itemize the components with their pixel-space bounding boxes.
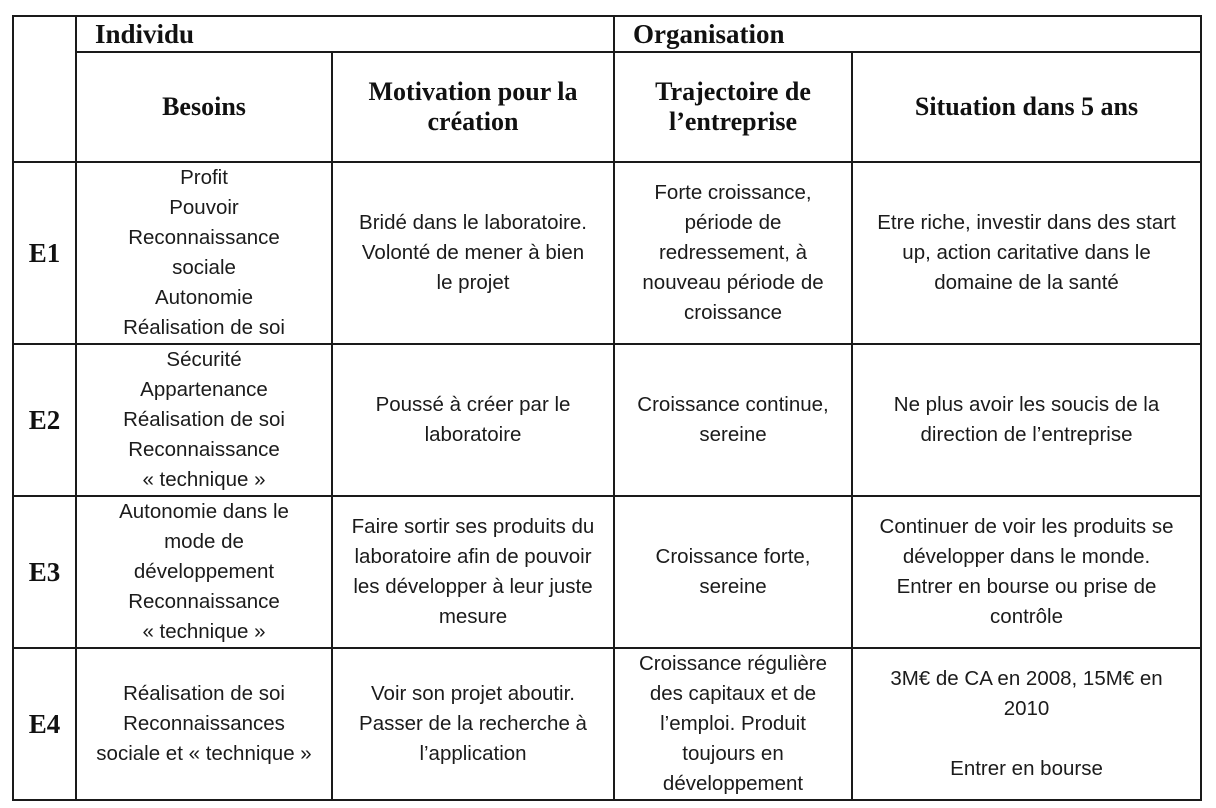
header-besoins: Besoins [76,52,332,162]
table-row-e1 [13,162,1201,344]
entrepreneur-comparison-table [12,15,1202,801]
cell-motivation: Faire sortir ses produits du laboratoire afin de pouvoir les développer à leur juste mesure [332,496,614,648]
cell-trajectoire: Croissance continue, sereine [614,344,852,496]
group-individu: Individu [76,16,614,52]
row-id: E1 [13,162,76,344]
corner-cell [13,16,76,162]
cell-motivation: Voir son projet aboutir. Passer de la recherche à l’application [332,648,614,800]
cell-motivation: Bridé dans le laboratoire. Volonté de mener à bien le projet [332,162,614,344]
group-organisation: Organisation [614,16,1201,52]
row-id: E3 [13,496,76,648]
cell-besoins: Sécurité Appartenance Réalisation de soi Reconnaissance « technique » [76,344,332,496]
cell-trajectoire: Croissance forte, sereine [614,496,852,648]
cell-besoins: Profit Pouvoir Reconnaissance sociale Autonomie Réalisation de soi [76,162,332,344]
row-id: E4 [13,648,76,800]
header-trajectoire: Trajectoire de l’entreprise [614,52,852,162]
table-row-e4 [13,648,1201,800]
cell-trajectoire: Forte croissance, période de redressement, à nouveau période de croissance [614,162,852,344]
table-row-e2 [13,344,1201,496]
row-id: E2 [13,344,76,496]
column-header-row [13,52,1201,162]
cell-besoins: Réalisation de soi Reconnaissances sociale et « technique » [76,648,332,800]
header-motivation: Motivation pour la création [332,52,614,162]
header-situation: Situation dans 5 ans [852,52,1201,162]
cell-situation: Etre riche, investir dans des start up, action caritative dans le domaine de la santé [852,162,1201,344]
cell-besoins: Autonomie dans le mode de développement Reconnaissance « technique » [76,496,332,648]
table-row-e3 [13,496,1201,648]
cell-situation: 3M€ de CA en 2008, 15M€ en 2010 Entrer en bourse [852,648,1201,800]
group-header-row [13,16,1201,52]
cell-motivation: Poussé à créer par le laboratoire [332,344,614,496]
cell-situation: Continuer de voir les produits se développer dans le monde. Entrer en bourse ou prise de contrôle [852,496,1201,648]
cell-trajectoire: Croissance régulière des capitaux et de l’emploi. Produit toujours en développement [614,648,852,800]
cell-situation: Ne plus avoir les soucis de la direction de l’entreprise [852,344,1201,496]
